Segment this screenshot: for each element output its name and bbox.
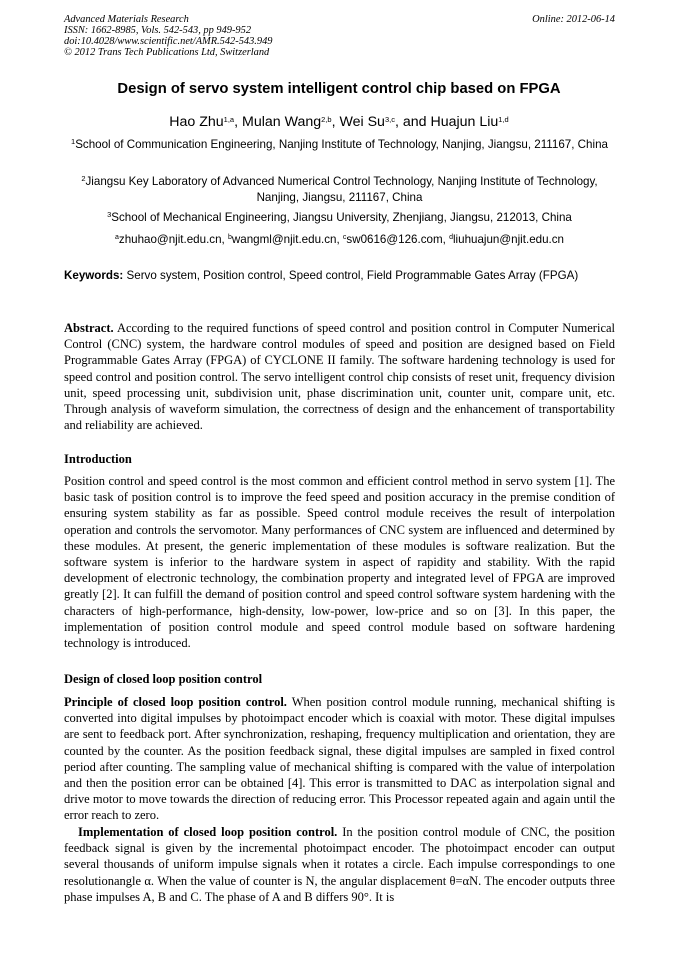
abstract-text: According to the required functions of speed control and position control in Computer Numerical Control (CNC) system, the hardware control modules of speed and position are designed based on Field Programmable Gates Array (FPGA) of CYCLONE II family. The software hardening technology is used for speed control and position control. The servo intelligent control chip consists of reset unit, frequency division unit, speed processing unit, subdivision unit, phase discrimination unit, counter unit, compare unit, etc. Through analysis of waveform simulation, the correctness of design and the enhancement of transportability and reliability are achieved. [64,321,616,433]
keywords-label: Keywords: [64,269,124,282]
copyright-line: © 2012 Trans Tech Publications Ltd, Switzerland [64,47,270,58]
implementation-text: In the position control module of CNC, the position feedback signal is given by the incremental photoimpact encoder. The photoimpact encoder can output several thousands of uniform impulse signals when it rotates a circle. Each impulse correspondings to one resolutionangle α. When the value of counter is N, the angular displacement θ=αN. The encoder outputs three phase impulses A, B and C. The phase of A and B differs 90°. It is [64,825,615,904]
paper-title: Design of servo system intelligent control chip based on FPGA [117,81,561,97]
principle-text: When position control module running, mechanical shifting is converted into digital impulses by photoimpact encoder which is coaxial with motor. These digital impulses are sent to feedback port. After synchronization, reshaping, frequency multiplication and orientation, they are counted by the counter. As the position feedback signal, these digital impulses are sampled in fixed control period after counting. The sampling value of mechanical shifting is compared with the value of interpolation and then the position error can be obtained [4]. This error is transmitted to DAC as interpolation signal and drive motor to move towards the direction of reducing error. This Processor repeated again and again until the error reach to zero. [64,695,616,823]
email-list: $^a$zhuhao@njit.edu.cn, $^b$wangml@njit.edu.cn, $^c$sw0616@126.com, $^d$liuhuajun@njit.edu.cn [114,233,565,246]
affiliation: $^3$School of Mechanical Engineering, Jiangsu University, Zhenjiang, Jiangsu, 212013, China [107,210,572,224]
principle-paragraph [64,694,615,824]
abstract [64,320,615,433]
keywords [64,268,615,284]
journal-header [64,14,615,58]
implementation-paragraph [64,824,615,905]
author: Hao Zhu$^{1,a}$, [169,114,242,130]
author: Huajun Liu$^{1,d}$ [430,114,509,130]
issn-line: ISSN: 1662-8985, Vols. 542-543, pp 949-952 [64,25,252,36]
author: Wei Su$^{3,c}$, and [339,114,431,130]
keywords-text: Servo system, Position control, Speed control, Field Programmable Gates Array (FPGA) [126,269,579,282]
author-list [40,114,638,130]
online-date: Online: 2012-06-14 [532,14,615,25]
implementation-label: Implementation of closed loop position control. [78,825,338,839]
doi-line: doi:10.4028/www.scientific.net/AMR.542-543.949 [64,36,273,47]
affiliation: $^2$Jiangsu Key Laboratory of Advanced Numerical Control Technology, Nanjing Institute of Technology, Nanjing, Jiangsu, 211167, China [81,174,598,204]
introduction-text: Position control and speed control is the most common and efficient control method in servo system [1]. The basic task of position control is to improve the feed speed and position accuracy in the premise condition of ensuring system stability as far as possible. Speed control module receives the result of interpolation operation and controls the servomotor. Many performances of CNC system are influenced and determined by these modules. At present, the generic implementation of these modules is software realization. But the software system is inferior to the hardware system in aspect of rapidity and stability. With the rapid development of electronic technology, the combination property and integrated level of FPGA are improved greatly [2]. It can fulfill the demand of position control and speed control software system hardening with the characters of high-performance, high-density, low-power, low-price and so on [3]. In this paper, the implementation of position control module and speed control module based on software hardening technology is introduced. [64,474,615,651]
abstract-label: Abstract. [64,321,114,335]
principle-label: Principle of closed loop position control. [64,695,287,709]
author: Mulan Wang$^{2,b}$, [242,114,340,130]
affiliation: $^1$School of Communication Engineering, Nanjing Institute of Technology, Nanjing, Jiangsu, 211167, China [71,137,608,151]
section-heading-introduction: Introduction [64,452,132,466]
journal-name: Advanced Materials Research [64,14,189,25]
section-heading-design: Design of closed loop position control [64,672,263,686]
